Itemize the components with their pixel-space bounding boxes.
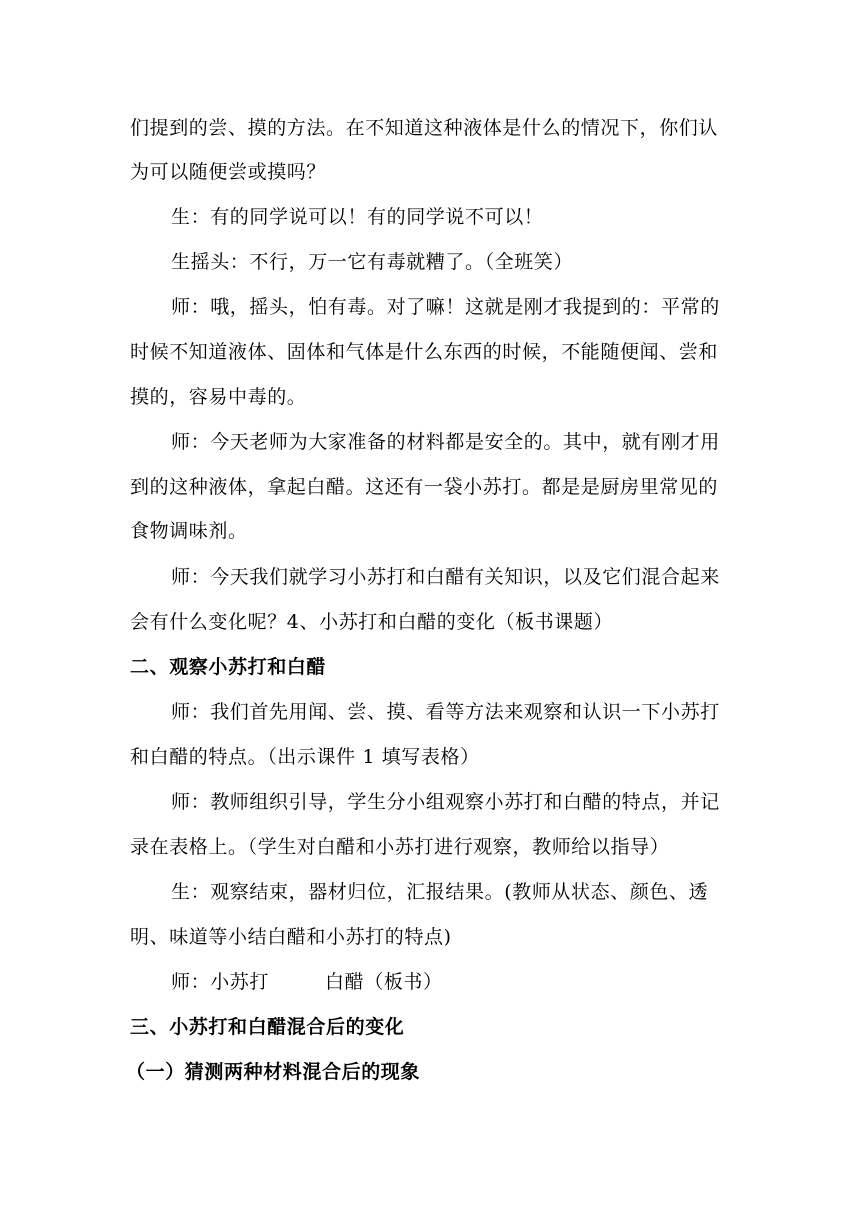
paragraph-line: 生：观察结束，器材归位，汇报结果。(教师从状态、颜色、透: [171, 881, 709, 903]
paragraph-line: 为可以随便尝或摸吗？: [130, 161, 327, 183]
paragraph-line: 会有什么变化呢？4、小苏打和白醋的变化（板书课题）: [130, 611, 614, 633]
paragraph-line: 师：我们首先用闻、尝、摸、看等方法来观察和认识一下小苏打: [171, 701, 720, 723]
paragraph-line: 生：有的同学说可以！有的同学说不可以！: [171, 206, 544, 228]
paragraph-line: 师：教师组织引导，学生分小组观察小苏打和白醋的特点，并记: [171, 791, 720, 813]
paragraph-line: 录在表格上。（学生对白醋和小苏打进行观察，教师给以指导）: [130, 836, 670, 858]
paragraph-line: 师：今天老师为大家准备的材料都是安全的。其中，就有刚才用: [171, 431, 720, 453]
paragraph-line: 们提到的尝、摸的方法。在不知道这种液体是什么的情况下，你们认: [130, 117, 719, 139]
section-heading: 三、小苏打和白醋混合后的变化: [130, 1016, 405, 1038]
paragraph-line: 食物调味剂。: [130, 520, 248, 542]
paragraph-line: 生摇头：不行，万一它有毒就糟了。（全班笑）: [171, 251, 574, 273]
paragraph-line: 摸的，容易中毒的。: [130, 386, 307, 408]
paragraph-line: 明、味道等小结白醋和小苏打的特点): [130, 926, 452, 948]
paragraph-line: 到的这种液体，拿起白醋。这还有一袋小苏打。都是是厨房里常见的: [130, 476, 719, 498]
subsection-heading: （一）猜测两种材料混合后的现象: [126, 1061, 421, 1083]
paragraph-line: 和白醋的特点。（出示课件 1 填写表格）: [130, 746, 480, 768]
paragraph-line: 师：今天我们就学习小苏打和白醋有关知识，以及它们混合起来: [171, 566, 720, 588]
section-heading: 二、观察小苏打和白醋: [130, 656, 327, 678]
board-line: [171, 970, 781, 994]
board-suffix: 白醋（板书）: [325, 971, 443, 993]
paragraph-line: 时候不知道液体、固体和气体是什么东西的时候，不能随便闻、尝和: [130, 341, 719, 363]
board-prefix: 师：小苏打: [171, 971, 270, 993]
paragraph-line: 师：哦，摇头，怕有毒。对了嘛！这就是刚才我提到的：平常的: [171, 296, 720, 318]
